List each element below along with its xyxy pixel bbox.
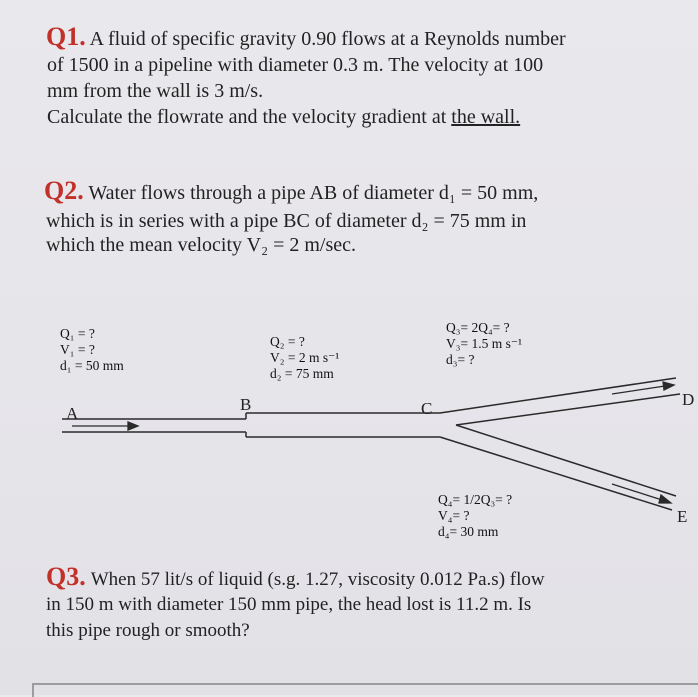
section-2-diameter: d₂ = 75 mm [270,366,334,381]
q2-number: Q2. [44,176,84,205]
q1-text-4: Calculate the flowrate and the velocity gradient at [47,106,452,128]
section-4-flow: Q₄= 1/2Q₃= ? [438,492,513,507]
q1-text-2: of 1500 in a pipeline with diameter 0.3 m. The velocity at 100 [47,54,544,76]
point-a-label: A [66,404,79,423]
flow-arrowhead-e [659,495,671,503]
point-d-label: D [682,390,695,409]
flow-arrow-e [612,484,662,500]
section-4-velocity: V₄= ? [438,508,470,523]
q1-text-4-underlined: the wall. [451,106,521,128]
q2-text-1: Water flows through a pipe AB of diameter d₁ = 50 mm, [88,182,539,204]
branch-e-upper [456,425,676,496]
q2-text-2: which is in series with a pipe BC of diameter d₂ = 75 mm in [46,210,527,232]
q1-number: Q1. [46,22,86,51]
section-2-flow: Q₂ = ? [270,334,305,349]
point-b-label: B [240,395,252,414]
flow-arrowhead-ab [128,422,138,430]
branch-d-lower [456,394,680,425]
branch-d-upper [440,378,676,413]
q3-text-2: in 150 m with diameter 150 mm pipe, the head lost is 11.2 m. Is [46,594,532,615]
q3-line-1 [46,562,545,592]
point-c-label: C [421,399,433,418]
section-3-flow: Q₃= 2Q₄= ? [446,320,510,335]
q3-text-3: this pipe rough or smooth? [46,620,250,641]
section-3-labels [446,320,522,368]
q1-text-3: mm from the wall is 3 m/s. [47,80,264,102]
section-4-diameter: d₄= 30 mm [438,524,499,539]
section-1-diameter: d₁ = 50 mm [60,358,124,373]
section-1-velocity: V₁ = ? [60,342,95,357]
q2-text-3: which the mean velocity V₂ = 2 m/sec. [46,234,357,256]
flow-arrowhead-d [663,382,674,390]
q3-number: Q3. [46,562,86,591]
q1-text-1: A fluid of specific gravity 0.90 flows at a Reynolds number [89,28,566,50]
q3-text-1: When 57 lit/s of liquid (s.g. 1.27, viscosity 0.012 Pa.s) flow [90,569,545,590]
section-2-velocity: V₂ = 2 m s⁻¹ [270,350,340,365]
section-1-flow: Q₁ = ? [60,326,95,341]
section-3-diameter: d₃= ? [446,352,475,367]
section-1-labels [60,326,124,374]
section-3-velocity: V₃= 1.5 m s⁻¹ [446,336,522,351]
section-4-labels [438,492,512,540]
point-e-label: E [677,507,688,526]
section-2-labels [270,334,339,382]
flow-arrow-d [612,386,665,394]
